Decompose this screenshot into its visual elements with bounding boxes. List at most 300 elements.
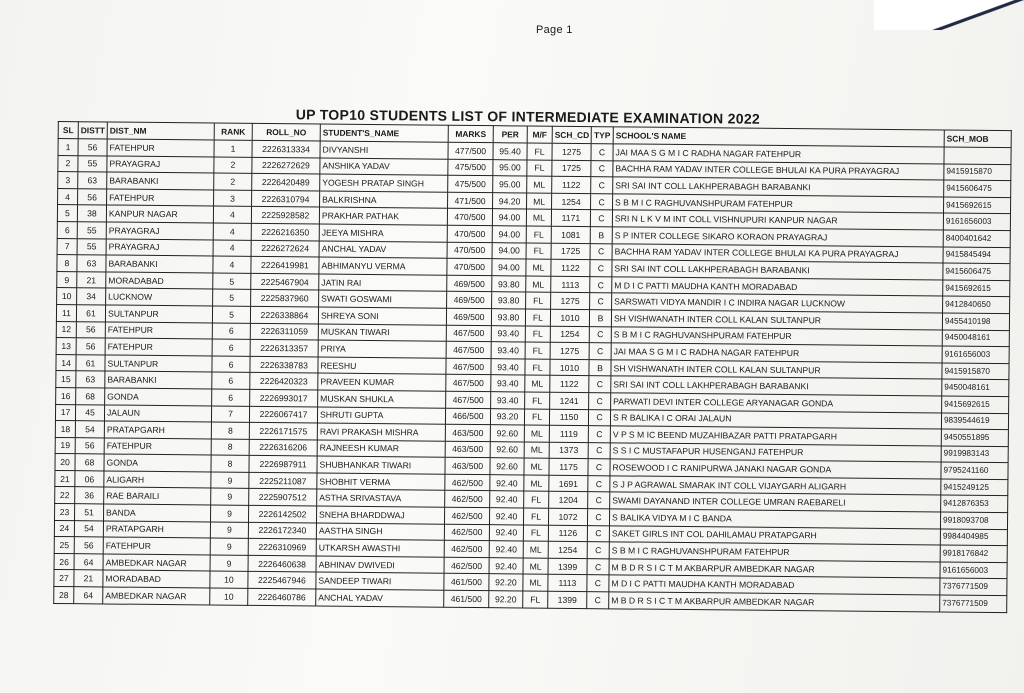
cell-sch-cd: 1254 <box>552 193 591 210</box>
cell-roll-no: 2225211087 <box>249 472 317 489</box>
cell-rank: 10 <box>210 588 248 605</box>
cell-dist-nm: FATEHPUR <box>103 537 210 555</box>
cell-rank: 6 <box>212 372 250 389</box>
cell-gender: FL <box>525 359 550 376</box>
cell-marks: 467/500 <box>446 391 491 408</box>
cell-gender: FL <box>525 342 550 359</box>
cell-student-name: ABHIMANYU VERMA <box>319 257 447 275</box>
cell-gender: ML <box>524 475 549 492</box>
cell-dist-nm: MORADABAD <box>103 570 210 588</box>
cell-roll-no: 2226316206 <box>249 439 317 456</box>
header-rank: RANK <box>214 123 252 140</box>
cell-sch-mob: 9450551895 <box>941 429 1008 446</box>
header-sch-cd: SCH_CD <box>552 126 591 143</box>
cell-sch-cd: 1275 <box>550 342 589 359</box>
cell-typ: C <box>588 475 610 492</box>
cell-roll-no: 2226338783 <box>250 356 318 373</box>
cell-distt: 36 <box>75 487 104 504</box>
cell-school-name: JAI MAA S G M I C RADHA NAGAR FATEHPUR <box>613 144 944 164</box>
cell-distt: 64 <box>74 587 103 604</box>
cell-sl: 10 <box>57 288 77 305</box>
cell-distt: 68 <box>76 388 105 405</box>
cell-school-name: SRI N L K V M INT COLL VISHNUPURI KANPUR NAGAR <box>612 210 943 230</box>
cell-school-name: SRI SAI INT COLL LAKHPERABAGH BARABANKI <box>613 177 944 197</box>
cell-distt: 64 <box>74 554 103 571</box>
cell-marks: 470/500 <box>447 225 492 242</box>
cell-student-name: ANCHAL YADAV <box>316 589 444 607</box>
cell-sch-mob: 9161656003 <box>943 213 1010 230</box>
cell-marks: 466/500 <box>445 408 490 425</box>
cell-distt: 56 <box>76 321 105 338</box>
cell-school-name: S J P AGRAWAL SMARAK INT COLL VIJAYGARH ALIGARH <box>610 476 941 496</box>
cell-school-name: SRI SAI INT COLL LAKHPERABAGH BARABANKI <box>612 260 943 280</box>
header-sl: SL <box>58 122 78 139</box>
cell-roll-no: 2225928582 <box>251 207 319 224</box>
cell-school-name: ROSEWOOD I C RANIPURWA JANAKI NAGAR GONDA <box>610 459 941 479</box>
cell-gender: ML <box>523 574 548 591</box>
cell-typ: C <box>590 276 612 293</box>
cell-sl: 20 <box>55 454 75 471</box>
cell-sch-cd: 1254 <box>550 326 589 343</box>
cell-per: 92.40 <box>489 541 523 558</box>
cell-sch-cd: 1175 <box>549 459 588 476</box>
cell-rank: 5 <box>213 273 251 290</box>
cell-distt: 56 <box>74 537 103 554</box>
cell-sl: 12 <box>56 321 76 338</box>
cell-marks: 462/500 <box>445 474 490 491</box>
cell-school-name: SAKET GIRLS INT COL DAHILAMAU PRATAPGARH <box>609 525 940 545</box>
cell-marks: 475/500 <box>448 159 493 176</box>
cell-roll-no: 2226067417 <box>249 406 317 423</box>
cell-typ: C <box>588 409 610 426</box>
cell-marks: 467/500 <box>446 375 491 392</box>
cell-sch-cd: 1119 <box>549 425 588 442</box>
cell-sch-mob: 9918093708 <box>940 512 1007 529</box>
cell-gender: FL <box>523 508 548 525</box>
cell-dist-nm: MORADABAD <box>106 272 213 290</box>
cell-sch-mob: 9415249125 <box>941 479 1008 496</box>
paper-corner-shadow <box>874 0 1024 30</box>
cell-marks: 467/500 <box>446 358 491 375</box>
students-table <box>53 121 1012 613</box>
cell-roll-no: 2226216350 <box>251 223 319 240</box>
cell-school-name: SRI SAI INT COLL LAKHPERABAGH BARABANKI <box>611 376 942 396</box>
cell-sch-cd: 1399 <box>548 558 587 575</box>
cell-roll-no: 2226420489 <box>252 174 320 191</box>
cell-distt: 45 <box>75 404 104 421</box>
cell-gender: FL <box>525 326 550 343</box>
cell-school-name: SARSWATI VIDYA MANDIR I C INDIRA NAGAR LUCKNOW <box>612 293 943 313</box>
cell-sl: 6 <box>57 221 77 238</box>
header-per: PER <box>493 126 527 143</box>
cell-roll-no: 2226419981 <box>251 257 319 274</box>
cell-per: 94.00 <box>492 226 526 243</box>
cell-gender: FL <box>526 292 551 309</box>
header-dist-nm: DIST_NM <box>107 122 214 140</box>
cell-sch-cd: 1171 <box>551 210 590 227</box>
cell-sch-cd: 1010 <box>550 309 589 326</box>
cell-typ: C <box>587 509 609 526</box>
cell-typ: C <box>587 525 609 542</box>
cell-sch-cd: 1122 <box>552 176 591 193</box>
cell-gender: ML <box>525 375 550 392</box>
cell-distt: 61 <box>76 354 105 371</box>
cell-distt: 06 <box>75 471 104 488</box>
cell-student-name: JEEYA MISHRA <box>319 224 447 242</box>
cell-per: 93.40 <box>491 375 525 392</box>
cell-student-name: RAJNEESH KUMAR <box>317 440 445 458</box>
header-gender: M/F <box>527 126 552 143</box>
cell-sch-mob: 7376771509 <box>940 578 1007 595</box>
cell-student-name: PRAKHAR PATHAK <box>319 207 447 225</box>
cell-student-name: SWATI GOSWAMI <box>319 290 447 308</box>
cell-school-name: M D I C PATTI MAUDHA KANTH MORADABAD <box>609 575 940 595</box>
cell-roll-no: 2225837960 <box>251 290 319 307</box>
cell-roll-no: 2226310969 <box>248 539 316 556</box>
cell-sch-mob <box>944 147 1011 164</box>
cell-sch-cd: 1275 <box>551 293 590 310</box>
cell-sl: 8 <box>57 255 77 272</box>
cell-dist-nm: AMBEDKAR NAGAR <box>103 587 210 605</box>
cell-student-name: PRAVEEN KUMAR <box>318 373 446 391</box>
cell-sch-cd: 1122 <box>550 376 589 393</box>
cell-marks: 469/500 <box>447 292 492 309</box>
cell-student-name: RAVI PRAKASH MISHRA <box>317 423 445 441</box>
cell-gender: ML <box>523 541 548 558</box>
cell-school-name: SH VISHWANATH INTER COLL KALAN SULTANPUR <box>611 310 942 330</box>
cell-distt: 56 <box>78 139 107 156</box>
cell-rank: 8 <box>211 439 249 456</box>
cell-sl: 19 <box>55 437 75 454</box>
cell-school-name: S B M I C RAGHUVANSHPURAM FATEHPUR <box>611 326 942 346</box>
cell-marks: 461/500 <box>444 574 489 591</box>
cell-school-name: PARWATI DEVI INTER COLLEGE ARYANAGAR GONDA <box>611 393 942 413</box>
cell-typ: C <box>590 260 612 277</box>
cell-roll-no: 2226310794 <box>252 190 320 207</box>
cell-gender: FL <box>526 226 551 243</box>
cell-marks: 470/500 <box>447 258 492 275</box>
cell-typ: C <box>588 459 610 476</box>
cell-gender: ML <box>524 442 549 459</box>
cell-student-name: SANDEEP TIWARI <box>316 572 444 590</box>
cell-dist-nm: PRATAPGARH <box>103 521 210 539</box>
cell-per: 94.00 <box>492 259 526 276</box>
cell-marks: 467/500 <box>446 341 491 358</box>
cell-roll-no: 2226993017 <box>250 389 318 406</box>
cell-dist-nm: BARABANKI <box>106 255 213 273</box>
cell-distt: 55 <box>78 155 107 172</box>
cell-school-name: BACHHA RAM YADAV INTER COLLEGE BHULAI KA PURA PRAYAGRAJ <box>613 160 944 180</box>
cell-per: 95.00 <box>493 176 527 193</box>
cell-roll-no: 2226171575 <box>249 422 317 439</box>
cell-roll-no: 2226272624 <box>251 240 319 257</box>
cell-marks: 469/500 <box>447 275 492 292</box>
cell-gender: ML <box>526 209 551 226</box>
cell-gender: FL <box>524 408 549 425</box>
cell-marks: 462/500 <box>445 491 490 508</box>
cell-rank: 4 <box>213 223 251 240</box>
cell-marks: 477/500 <box>448 142 493 159</box>
cell-sch-mob: 9984404985 <box>940 529 1007 546</box>
cell-gender: ML <box>527 176 552 193</box>
cell-sch-mob: 9415692615 <box>942 396 1009 413</box>
cell-sl: 28 <box>54 587 74 604</box>
cell-marks: 461/500 <box>444 590 489 607</box>
cell-rank: 9 <box>210 522 248 539</box>
cell-sch-cd: 1275 <box>552 143 591 160</box>
cell-per: 95.40 <box>493 143 527 160</box>
cell-sch-cd: 1113 <box>551 276 590 293</box>
cell-student-name: ANCHAL YADAV <box>319 241 447 259</box>
document-title: UP TOP10 STUDENTS LIST OF INTERMEDIATE EXAMINATION 2022 <box>295 106 761 127</box>
cell-sl: 11 <box>56 304 76 321</box>
cell-sl: 7 <box>57 238 77 255</box>
cell-gender: FL <box>526 243 551 260</box>
cell-school-name: S BALIKA VIDYA M I C BANDA <box>609 509 940 529</box>
cell-sch-cd: 1122 <box>551 259 590 276</box>
cell-sch-cd: 1150 <box>549 409 588 426</box>
header-sch-mob: SCH_MOB <box>944 130 1011 148</box>
cell-distt: 56 <box>75 437 104 454</box>
cell-rank: 4 <box>213 206 251 223</box>
cell-gender: ML <box>524 458 549 475</box>
cell-gender: FL <box>523 591 548 608</box>
cell-dist-nm: BANDA <box>104 504 211 522</box>
cell-sl: 2 <box>58 155 78 172</box>
cell-student-name: ABHINAV DWIVEDI <box>316 556 444 574</box>
cell-rank: 4 <box>213 240 251 257</box>
cell-distt: 54 <box>75 421 104 438</box>
cell-roll-no: 2226142502 <box>248 505 316 522</box>
cell-typ: C <box>591 160 613 177</box>
cell-rank: 4 <box>213 256 251 273</box>
cell-typ: C <box>587 542 609 559</box>
cell-sch-mob: 9161656003 <box>942 346 1009 363</box>
cell-student-name: SHRUTI GUPTA <box>317 407 445 425</box>
cell-roll-no: 2226313357 <box>250 339 318 356</box>
header-marks: MARKS <box>448 125 493 142</box>
cell-rank: 2 <box>214 173 252 190</box>
cell-typ: C <box>587 558 609 575</box>
header-student-name: STUDENT'S_NAME <box>320 124 448 142</box>
cell-sch-mob: 9455410198 <box>942 313 1009 330</box>
cell-sl: 1 <box>58 139 78 156</box>
cell-school-name: S R BALIKA I C ORAI JALAUN <box>610 409 941 429</box>
cell-dist-nm: GONDA <box>104 454 211 472</box>
cell-typ: C <box>590 293 612 310</box>
cell-sch-cd: 1725 <box>552 160 591 177</box>
cell-dist-nm: SULTANPUR <box>105 355 212 373</box>
cell-distt: 55 <box>77 222 106 239</box>
cell-per: 93.20 <box>490 408 524 425</box>
cell-student-name: PRIYA <box>318 340 446 358</box>
cell-sch-mob: 9450048161 <box>942 330 1009 347</box>
cell-school-name: M D I C PATTI MAUDHA KANTH MORADABAD <box>612 277 943 297</box>
cell-sch-mob: 9415692615 <box>943 197 1010 214</box>
cell-student-name: REESHU <box>318 357 446 375</box>
cell-distt: 63 <box>77 255 106 272</box>
cell-sch-cd: 1010 <box>550 359 589 376</box>
cell-dist-nm: PRATAPGARH <box>104 421 211 439</box>
cell-typ: C <box>589 326 611 343</box>
cell-roll-no: 2226172340 <box>248 522 316 539</box>
cell-dist-nm: LUCKNOW <box>106 288 213 306</box>
cell-sch-mob: 9415845494 <box>943 247 1010 264</box>
cell-dist-nm: KANPUR NAGAR <box>106 205 213 223</box>
cell-roll-no: 2226987911 <box>249 456 317 473</box>
cell-student-name: SHREYA SONI <box>318 307 446 325</box>
cell-sch-mob: 9415915870 <box>944 164 1011 181</box>
cell-rank: 7 <box>211 405 249 422</box>
cell-marks: 475/500 <box>448 175 493 192</box>
cell-per: 92.40 <box>489 558 523 575</box>
header-school-name: SCHOOL'S NAME <box>613 127 944 147</box>
table-body <box>54 139 1011 613</box>
cell-per: 92.20 <box>489 574 523 591</box>
cell-marks: 470/500 <box>447 209 492 226</box>
cell-typ: C <box>589 343 611 360</box>
cell-marks: 471/500 <box>448 192 493 209</box>
cell-gender: FL <box>527 143 552 160</box>
results-document <box>53 104 1011 613</box>
cell-roll-no: 2226420323 <box>250 373 318 390</box>
cell-student-name: ASTHA SRIVASTAVA <box>317 489 445 507</box>
cell-rank: 5 <box>213 289 251 306</box>
cell-marks: 462/500 <box>444 557 489 574</box>
cell-roll-no: 2226313334 <box>252 140 320 157</box>
cell-student-name: ANSHIKA YADAV <box>320 158 448 176</box>
cell-distt: 61 <box>76 305 105 322</box>
cell-rank: 9 <box>210 555 248 572</box>
cell-per: 92.40 <box>489 524 523 541</box>
cell-sch-mob: 9795241160 <box>941 462 1008 479</box>
cell-gender: ML <box>524 425 549 442</box>
cell-school-name: V P S M IC BEEND MUZAHIBAZAR PATTI PRATAPGARH <box>610 426 941 446</box>
cell-per: 92.40 <box>490 491 524 508</box>
cell-sl: 5 <box>57 205 77 222</box>
cell-sch-cd: 1399 <box>548 591 587 608</box>
cell-sch-mob: 9415606475 <box>943 263 1010 280</box>
cell-dist-nm: FATEHPUR <box>105 321 212 339</box>
cell-sch-cd: 1126 <box>548 525 587 542</box>
cell-sch-mob: 9415915870 <box>942 363 1009 380</box>
cell-typ: C <box>587 575 609 592</box>
cell-student-name: AASTHA SINGH <box>316 523 444 541</box>
cell-gender: FL <box>524 491 549 508</box>
cell-per: 92.40 <box>490 475 524 492</box>
cell-distt: 21 <box>77 271 106 288</box>
cell-student-name: SHOBHIT VERMA <box>317 473 445 491</box>
cell-roll-no: 2225907512 <box>249 489 317 506</box>
cell-sch-cd: 1204 <box>549 492 588 509</box>
cell-per: 92.20 <box>489 591 523 608</box>
cell-sch-cd: 1373 <box>549 442 588 459</box>
cell-rank: 9 <box>210 538 248 555</box>
cell-sch-cd: 1113 <box>548 575 587 592</box>
cell-marks: 463/500 <box>445 441 490 458</box>
cell-student-name: JATIN RAI <box>319 274 447 292</box>
cell-sch-mob: 9450048161 <box>942 379 1009 396</box>
cell-sch-cd: 1241 <box>550 392 589 409</box>
cell-sl: 13 <box>56 338 76 355</box>
cell-sch-mob: 9918176842 <box>940 545 1007 562</box>
cell-dist-nm: SULTANPUR <box>105 305 212 323</box>
cell-gender: ML <box>523 558 548 575</box>
cell-school-name: SWAMI DAYANAND INTER COLLEGE UMRAN RAEBARELI <box>610 492 941 512</box>
cell-dist-nm: GONDA <box>105 388 212 406</box>
cell-dist-nm: PRAYAGRAJ <box>107 156 214 174</box>
cell-school-name: JAI MAA S G M I C RADHA NAGAR FATEHPUR <box>611 343 942 363</box>
cell-roll-no: 2226338864 <box>250 306 318 323</box>
cell-sl: 25 <box>54 537 74 554</box>
cell-sch-mob: 9415692615 <box>943 280 1010 297</box>
cell-marks: 462/500 <box>444 524 489 541</box>
cell-dist-nm: FATEHPUR <box>105 338 212 356</box>
cell-distt: 34 <box>77 288 106 305</box>
cell-sch-cd: 1072 <box>548 508 587 525</box>
cell-dist-nm: AMBEDKAR NAGAR <box>103 554 210 572</box>
cell-roll-no: 2226460786 <box>248 588 316 605</box>
cell-gender: ML <box>526 259 551 276</box>
cell-student-name: SNEHA BHARDDWAJ <box>316 506 444 524</box>
cell-gender: FL <box>527 160 552 177</box>
cell-school-name: S B M I C RAGHUVANSHPURAM FATEHPUR <box>613 194 944 214</box>
cell-dist-nm: ALIGARH <box>104 471 211 489</box>
cell-typ: C <box>590 243 612 260</box>
cell-per: 92.60 <box>490 441 524 458</box>
cell-sl: 17 <box>55 404 75 421</box>
cell-roll-no: 2225467946 <box>248 572 316 589</box>
cell-dist-nm: FATEHPUR <box>107 139 214 157</box>
cell-dist-nm: BARABANKI <box>105 371 212 389</box>
header-typ: TYP <box>591 127 613 144</box>
cell-rank: 2 <box>214 157 252 174</box>
cell-sch-mob: 9919983143 <box>941 446 1008 463</box>
cell-distt: 56 <box>76 338 105 355</box>
cell-sl: 15 <box>56 371 76 388</box>
cell-rank: 9 <box>210 505 248 522</box>
cell-marks: 469/500 <box>446 308 491 325</box>
cell-typ: C <box>589 376 611 393</box>
cell-school-name: BACHHA RAM YADAV INTER COLLEGE BHULAI KA PURA PRAYAGRAJ <box>612 243 943 263</box>
cell-sch-mob: 9412876353 <box>941 495 1008 512</box>
cell-typ: C <box>591 177 613 194</box>
cell-student-name: MUSKAN TIWARI <box>318 324 446 342</box>
cell-student-name: SHUBHANKAR TIWARI <box>317 456 445 474</box>
cell-typ: C <box>587 592 609 609</box>
cell-sch-mob: 9839544619 <box>941 412 1008 429</box>
cell-rank: 1 <box>214 140 252 157</box>
cell-dist-nm: FATEHPUR <box>104 438 211 456</box>
cell-distt: 21 <box>74 570 103 587</box>
cell-sl: 21 <box>55 470 75 487</box>
cell-distt: 55 <box>77 238 106 255</box>
cell-typ: B <box>589 310 611 327</box>
cell-marks: 462/500 <box>444 540 489 557</box>
cell-sl: 27 <box>54 570 74 587</box>
cell-dist-nm: RAE BARAILI <box>104 487 211 505</box>
cell-typ: C <box>591 144 613 161</box>
cell-sch-mob: 9412840650 <box>943 296 1010 313</box>
cell-rank: 6 <box>212 339 250 356</box>
cell-sch-mob: 9161656003 <box>940 562 1007 579</box>
cell-rank: 9 <box>211 488 249 505</box>
cell-sl: 14 <box>56 354 76 371</box>
cell-sch-mob: 8400401642 <box>943 230 1010 247</box>
cell-sch-cd: 1081 <box>551 226 590 243</box>
cell-per: 93.40 <box>491 358 525 375</box>
cell-per: 92.60 <box>490 425 524 442</box>
